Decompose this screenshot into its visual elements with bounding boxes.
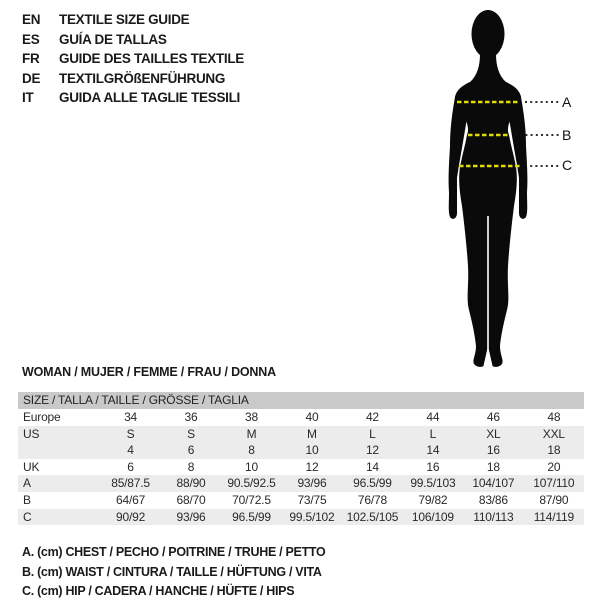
lang-row-it — [22, 88, 244, 108]
size-cell: 99.5/103 — [410, 476, 456, 491]
size-cell: 96.5/99 — [353, 476, 392, 491]
row-label: A — [23, 476, 31, 491]
size-cell: S — [126, 426, 135, 441]
size-cell: 99.5/102 — [289, 509, 335, 524]
lang-code: EN — [22, 12, 41, 28]
size-cell: 68/70 — [176, 492, 206, 507]
lang-label: GUIDE DES TAILLES TEXTILE — [59, 51, 245, 67]
size-cell: 34 — [124, 410, 138, 424]
size-table — [18, 392, 584, 525]
lang-row-en — [22, 10, 244, 30]
size-cell: L — [429, 426, 437, 441]
lang-label: TEXTILGRÖßENFÜHRUNG — [59, 70, 226, 86]
size-cell: 10 — [245, 459, 258, 474]
size-cell: 16 — [486, 443, 500, 458]
row-label: C — [23, 509, 32, 524]
section-title: WOMAN / MUJER / FEMME / FRAU / DONNA — [22, 365, 276, 379]
table-row-us — [18, 426, 584, 443]
size-cell: 8 — [248, 443, 255, 458]
legend-hip: C. (cm) HIP / CADERA / HANCHE / HÜFTE / HIPS — [22, 584, 295, 598]
lang-code: IT — [22, 90, 34, 106]
size-cell: M — [307, 426, 317, 441]
lang-row-es — [22, 30, 244, 50]
table-row-europe — [18, 409, 584, 426]
size-cell: M — [246, 426, 257, 441]
size-cell: 96.5/99 — [232, 509, 271, 524]
size-cell: 76/78 — [357, 492, 387, 507]
size-cell: 18 — [486, 459, 500, 474]
size-cell: 6 — [127, 459, 134, 474]
size-cell: 107/110 — [533, 476, 575, 491]
size-cell: 20 — [547, 459, 561, 474]
lang-label: TEXTILE SIZE GUIDE — [59, 12, 190, 28]
row-label — [18, 442, 100, 459]
measure-label-b: B — [562, 127, 572, 143]
size-cell: 114/119 — [533, 509, 574, 524]
size-cell: 87/90 — [539, 492, 569, 507]
legend-waist: B. (cm) WAIST / CINTURA / TAILLE / HÜFTUNG / VITA — [22, 564, 322, 579]
language-header-block — [22, 10, 244, 108]
size-cell: 12 — [305, 459, 319, 474]
size-cell: 10 — [305, 443, 319, 458]
size-cell: XXL — [542, 426, 565, 441]
woman-silhouette-figure — [413, 4, 583, 372]
size-cell: 73/75 — [297, 492, 327, 507]
size-cell: L — [369, 426, 376, 441]
size-cell: 14 — [365, 459, 379, 474]
measure-label-a: A — [562, 94, 572, 110]
size-cell: 106/109 — [411, 509, 454, 524]
row-label: B — [23, 492, 31, 507]
size-cell: 85/87.5 — [111, 476, 150, 491]
measure-label-c: C — [562, 157, 573, 173]
lang-label: GUIDA ALLE TAGLIE TESSILI — [59, 90, 240, 106]
lang-code: ES — [22, 31, 40, 47]
size-cell: 70/72.5 — [232, 492, 271, 507]
size-cell: 48 — [547, 410, 561, 424]
size-cell: 90/92 — [116, 509, 146, 524]
size-cell: 90.5/92.5 — [227, 476, 276, 491]
table-row-uk — [18, 459, 584, 476]
size-cell: 93/96 — [176, 509, 206, 524]
table-row-hip-c — [18, 509, 584, 526]
row-label: US — [23, 426, 40, 441]
size-cell: 18 — [547, 443, 561, 458]
table-row-waist-b — [18, 492, 584, 509]
size-cell: 38 — [245, 410, 258, 424]
size-cell: 46 — [486, 410, 500, 424]
woman-silhouette-svg — [413, 4, 583, 372]
size-cell: 8 — [187, 459, 195, 474]
lang-code: DE — [22, 70, 41, 86]
size-cell: 64/67 — [116, 492, 146, 507]
size-cell: 14 — [426, 443, 440, 458]
lang-code: FR — [22, 51, 40, 67]
size-cell: 6 — [187, 443, 195, 458]
size-cell: 42 — [365, 410, 379, 424]
table-header: SIZE / TALLA / TAILLE / GRÖSSE / TAGLIA — [18, 392, 584, 409]
table-row-us-numeric — [18, 442, 584, 459]
size-cell: 93/96 — [297, 476, 327, 491]
lang-row-fr — [22, 49, 244, 69]
row-label: UK — [23, 459, 40, 474]
size-cell: 88/90 — [176, 476, 206, 491]
measurement-legend — [22, 543, 325, 602]
size-cell: 79/82 — [418, 492, 448, 507]
size-cell: 36 — [184, 410, 198, 424]
size-cell: 40 — [305, 410, 319, 424]
lang-label: GUÍA DE TALLAS — [59, 31, 167, 47]
size-cell: 83/86 — [478, 492, 508, 507]
size-cell: 102.5/105 — [346, 509, 399, 524]
size-cell: 44 — [426, 410, 440, 424]
size-cell: 16 — [426, 459, 440, 474]
size-cell: XL — [486, 426, 501, 441]
table-row-chest-a — [18, 475, 584, 492]
size-cell: S — [187, 426, 195, 441]
lang-row-de — [22, 69, 244, 89]
size-cell: 12 — [365, 443, 379, 458]
legend-chest: A. (cm) CHEST / PECHO / POITRINE / TRUHE / PETTO — [22, 545, 326, 559]
row-label: Europe — [23, 410, 61, 424]
size-cell: 4 — [127, 443, 134, 458]
size-cell: 104/107 — [472, 476, 515, 491]
size-cell: 110/113 — [473, 509, 514, 524]
